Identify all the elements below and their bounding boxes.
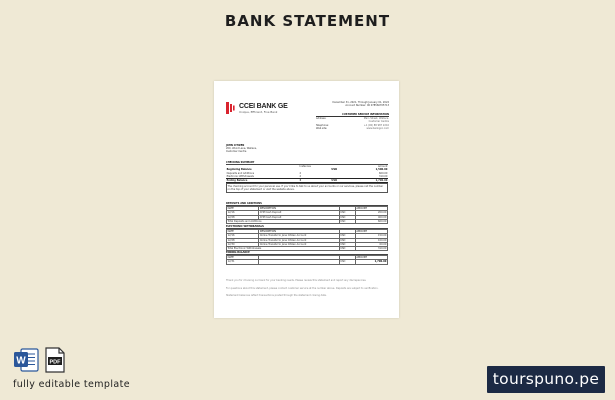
table-row-total [226, 179, 388, 183]
row-currency: USD [339, 242, 355, 246]
word-icon-letter: W [16, 355, 26, 367]
ending-balance-section [226, 251, 388, 265]
row-amount: 200.00 [355, 211, 387, 215]
header-line: December 31, 2021, Through January 01, 2022 [332, 101, 389, 104]
row-amount: 100.00 [355, 238, 387, 242]
row-currency: USD [339, 215, 355, 219]
cs-row [316, 127, 389, 130]
row-currency: USD [339, 211, 355, 215]
table-header: AMOUNT [355, 207, 387, 211]
deposits-section [226, 202, 388, 224]
row-label: Electronic Withdrawals [226, 174, 254, 178]
pdf-icon-label: PDF [49, 359, 61, 366]
row-description [259, 260, 340, 264]
row-description: Online Transfer to Jane Citizen Account [259, 238, 340, 242]
cs-value: Customer Centre [368, 120, 389, 124]
customer-address-line: 200, Wood Lane, Wallace, [226, 147, 257, 151]
cs-value: +1 (00) 88 987 2210 [363, 123, 389, 127]
bank-logo-mark-icon [226, 102, 236, 114]
row-date: 12/31 [227, 260, 259, 264]
row-amount: 310.00 [379, 174, 388, 178]
checking-summary [226, 161, 388, 193]
table-header: Amount [378, 165, 388, 169]
customer-address-line: Customer Centre [226, 150, 247, 154]
table-header: Instances [299, 165, 311, 169]
row-amount: 60.00 [355, 242, 387, 246]
row-amount: 1,790.00 [355, 260, 387, 264]
bank-tagline: Unique, Efficient, Fine Bank [239, 109, 278, 114]
row-description: ATM Cash Deposit [259, 211, 340, 215]
withdrawals-table [226, 229, 388, 251]
row-date: 12/16 [227, 234, 259, 238]
row-currency: USD [339, 238, 355, 242]
brand-badge[interactable]: tourspuno.pe [487, 366, 605, 393]
row-label: Ending Balance [226, 179, 299, 183]
row-description: Online Transfer to Jane Citizen Account [259, 234, 340, 238]
row-amount: 600.00 [379, 171, 388, 175]
customer-service-info [316, 113, 389, 130]
customer-service-heading: CUSTOMER SERVICE INFORMATION [316, 113, 389, 117]
table-header: AMOUNT [355, 230, 387, 234]
cs-value: Main Street, Wallace, [363, 117, 389, 121]
bank-name: CCEI BANK GE [239, 103, 288, 110]
table-row [227, 260, 388, 264]
section-title: ELECTRONIC WITHDRAWALS [226, 225, 388, 229]
section-title: CHECKING SUMMARY [226, 161, 388, 165]
row-description: ATM Cash Deposit [259, 215, 340, 219]
table-header: DATE [227, 256, 259, 260]
editable-template-caption: fully editable template [13, 379, 130, 390]
footer-note: For questions about this statement, please contact customer service at the number above. Deposits are subject to verification. [226, 287, 379, 290]
table-header: DATE [227, 207, 259, 211]
checking-summary-table [226, 165, 388, 183]
total-currency: USD [339, 247, 355, 251]
row-date: 12/28 [227, 215, 259, 219]
footer-note: Thank you for choosing our bank for your banking needs. Please review this statement and report any discrepancies. [226, 279, 367, 282]
row-instances: 2 [299, 171, 302, 175]
checking-note: The checking account for your personal use. If you'd like to talk to us about your accounts or our services, please call the number on the top of your statement or visit the website above. [226, 183, 388, 192]
row-instances: 4 [299, 179, 331, 183]
header-line: Account Number: 00 078560705713 [345, 104, 389, 108]
total-currency: USD [339, 219, 355, 223]
section-title: ENDING BALANCE [226, 251, 388, 255]
statement-document [214, 81, 399, 318]
cs-label: Address: [316, 117, 327, 121]
row-label: Deposits and Additions [226, 171, 255, 175]
row-amount: 1,500.00 [375, 168, 388, 172]
bank-logo [226, 102, 296, 116]
row-amount: 1,790.00 [355, 179, 388, 183]
row-date: 12/30 [227, 242, 259, 246]
cs-value: www.bankgoc.com [366, 126, 389, 130]
section-title: DEPOSITS AND ADDITIONS [226, 202, 388, 206]
withdrawals-section [226, 225, 388, 251]
customer-name: JOHN CITIZEN [226, 144, 245, 147]
row-amount: 400.00 [355, 215, 387, 219]
row-label: Beginning Balance [226, 168, 252, 172]
total-amount: 600.00 [355, 219, 387, 223]
ending-balance-table [226, 255, 388, 264]
statement-period [316, 101, 389, 107]
footer-note: Statement balances reflect transactions posted through the statement closing date. [226, 294, 327, 297]
cs-label: Telephone: [316, 123, 329, 127]
total-amount: 310.00 [355, 247, 387, 251]
row-currency: USD [331, 168, 338, 172]
row-currency: USD [339, 234, 355, 238]
row-instances: 2 [299, 174, 302, 178]
table-header: AMOUNT [355, 256, 387, 260]
row-date: 12/28 [227, 238, 259, 242]
total-label: Total Deposits and Additions [227, 219, 340, 223]
row-description: Online Transfer to Jane Citizen Account [259, 242, 340, 246]
pdf-file-icon [44, 347, 66, 373]
row-currency: USD [331, 179, 355, 183]
table-header: DATE [227, 230, 259, 234]
table-header: DESCRIPTION [259, 207, 340, 211]
total-label: Total Electronic Withdrawals [227, 247, 340, 251]
row-currency: USD [339, 260, 355, 264]
deposits-table [226, 206, 388, 224]
customer-address [226, 144, 286, 154]
row-amount: 150.00 [355, 234, 387, 238]
page-title: BANK STATEMENT [224, 12, 391, 30]
table-row-total [227, 219, 388, 223]
cs-label: Web site: [316, 126, 328, 130]
row-date: 12/16 [227, 211, 259, 215]
word-file-icon [13, 347, 39, 373]
table-header: DESCRIPTION [259, 230, 340, 234]
